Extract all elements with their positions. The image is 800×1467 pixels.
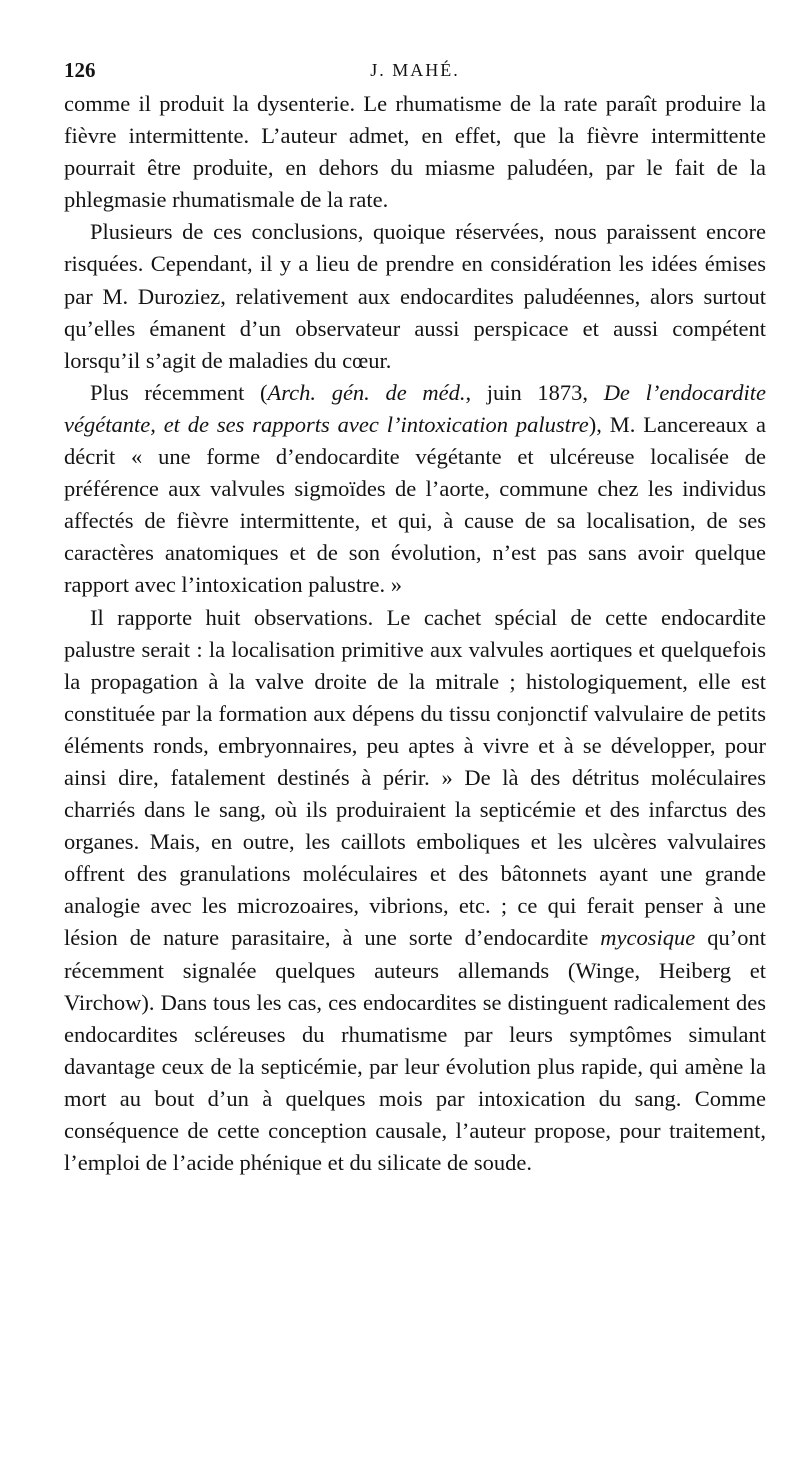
paragraph-3-text-e: ), M. Lancereaux a décrit « une forme d’endocardite végétante et ulcéreuse localisée de préférence aux valvules sigmoïdes de l’aorte, commune chez les individus affectés de fièvre intermittente, et qui, à cause de sa localisation, de ses caractères anatomiques et de son évolution, n’est pas sans avoir quelque rapport avec l’intoxication palustre. » bbox=[64, 411, 767, 598]
journal-citation: Arch. gén. de méd. bbox=[267, 379, 466, 405]
body-text bbox=[64, 88, 766, 1179]
running-head: J. MAHÉ. bbox=[370, 60, 460, 80]
paragraph-4-text-c: qu’ont récemment signalée quelques auteurs allemands (Winge, Heiberg et Virchow). Dans tous les cas, ces endocardites se distinguent radicalement des endocardites scléreuses du rhumatisme par leurs symptômes simulant davantage ceux de la septicémie, par leur évolution plus rapide, qui amène la mort au bout d’un à quelques mois par intoxication du sang. Comme conséquence de cette conception causale, l’auteur propose, pour traitement, l’emploi de l’acide phénique et du silicate de soude. bbox=[64, 925, 766, 1176]
paragraph-3 bbox=[64, 377, 766, 602]
book-page bbox=[64, 52, 766, 1179]
paragraph-4-text-a: Il rapporte huit observations. Le cachet spécial de cette endocardite palustre serait : la localisation primitive aux valvules aortiques et quelquefois la propagation à la valve droite de la mitrale ; histologiquement, elle est constituée par la formation aux dépens du tissu conjonctif valvulaire de petits éléments ronds, embryonnaires, peu aptes à vivre et à se développer, pour ainsi dire, fatalement destinés à périr. » De là des détritus moléculaires charriés dans le sang, où ils produiraient la septicémie et des infarctus des organes. Mais, en outre, les caillots emboliques et les ulcères valvulaires offrent des granulations moléculaires et des bâtonnets ayant une grande analogie avec les microzoaires, vibrions, etc. ; ce qui ferait penser à une lésion de nature parasitaire, à une sorte d’endocardite bbox=[64, 604, 766, 951]
article-title: De l’endocardite végétante, et de ses rapports avec l’intoxication palustre bbox=[64, 379, 766, 437]
paragraph-1: comme il produit la dysenterie. Le rhumatisme de la rate paraît produire la fièvre intermittente. L’auteur admet, en effet, que la fièvre intermittente pourrait être produite, en dehors du miasme paludéen, par le fait de la phlegmasie rhumatismale de la rate. bbox=[64, 91, 766, 213]
paragraph-4 bbox=[64, 602, 766, 1180]
paragraph-3-text-a: Plus récemment ( bbox=[90, 379, 268, 405]
page-header bbox=[64, 52, 766, 88]
italic-term: mycosique bbox=[600, 925, 696, 951]
page-number: 126 bbox=[64, 58, 96, 82]
paragraph-2: Plusieurs de ces conclusions, quoique réservées, nous paraissent encore risquées. Cependant, il y a lieu de prendre en considération les idées émises par M. Duroziez, relativement aux endocardites paludéennes, alors surtout qu’elles émanent d’un observateur aussi perspicace et aussi compétent lorsqu’il s’agit de maladies du cœur. bbox=[64, 219, 766, 373]
paragraph-3-text-c: , juin 1873, bbox=[465, 379, 604, 405]
